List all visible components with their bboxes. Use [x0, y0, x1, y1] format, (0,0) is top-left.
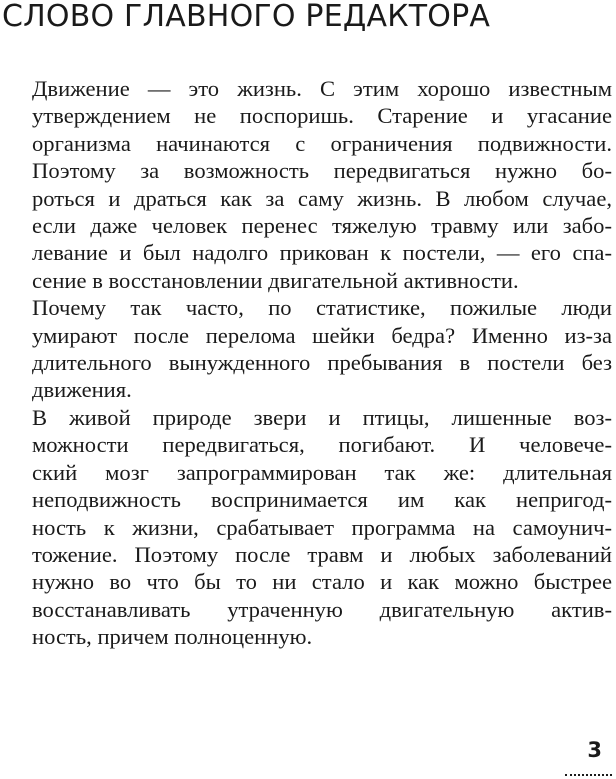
text-line: В живой природе звери и птицы, лишенные воз- — [32, 404, 612, 430]
text-line: движения. — [32, 377, 132, 403]
text-line: неподвижность воспринимается им как непригод- — [32, 487, 612, 513]
text-line: если даже человек перенес тяжелую травму или забо- — [32, 213, 612, 239]
text-line: можности передвигаться, погибают. И человече- — [32, 432, 612, 458]
page-number: 3 — [587, 738, 602, 762]
section-heading: СЛОВО ГЛАВНОГО РЕДАКТОРА — [2, 0, 491, 34]
text-line: левание и был надолго прикован к постели, — его спа- — [32, 240, 612, 266]
text-line: восстанавливать утраченную двигательную актив- — [32, 596, 612, 622]
paragraph-2 — [2, 294, 612, 404]
text-line: ность к жизни, срабатывает программа на самоунич- — [32, 514, 612, 540]
text-line: тожение. Поэтому после травм и любых заболеваний — [32, 541, 612, 567]
text-line: длительного вынужденного пребывания в постели без — [32, 350, 612, 376]
text-line: нужно во что бы то ни стало и как можно быстрее — [32, 569, 612, 595]
text-line: сение в восстановлении двигательной активности. — [32, 267, 519, 293]
text-line: организма начинаются с ограничения подвижности. — [32, 130, 612, 156]
body-text — [2, 75, 612, 651]
page-number-dotted-rule — [565, 774, 612, 776]
text-line: утверждением не поспоришь. Старение и угасание — [32, 103, 612, 129]
text-line: ский мозг запрограммирован так же: длительная — [32, 459, 612, 485]
text-line: ность, причем полноценную. — [32, 624, 313, 650]
paragraph-3 — [2, 404, 612, 651]
text-line: роться и драться как за саму жизнь. В любом случае, — [32, 185, 612, 211]
paragraph-1 — [2, 75, 612, 294]
text-line: Поэтому за возможность передвигаться нужно бо- — [32, 158, 612, 184]
text-line: Почему так часто, по статистике, пожилые люди — [32, 295, 612, 321]
text-line: Движение — это жизнь. С этим хорошо известным — [32, 76, 612, 101]
text-line: умирают после перелома шейки бедра? Именно из-за — [32, 322, 612, 348]
